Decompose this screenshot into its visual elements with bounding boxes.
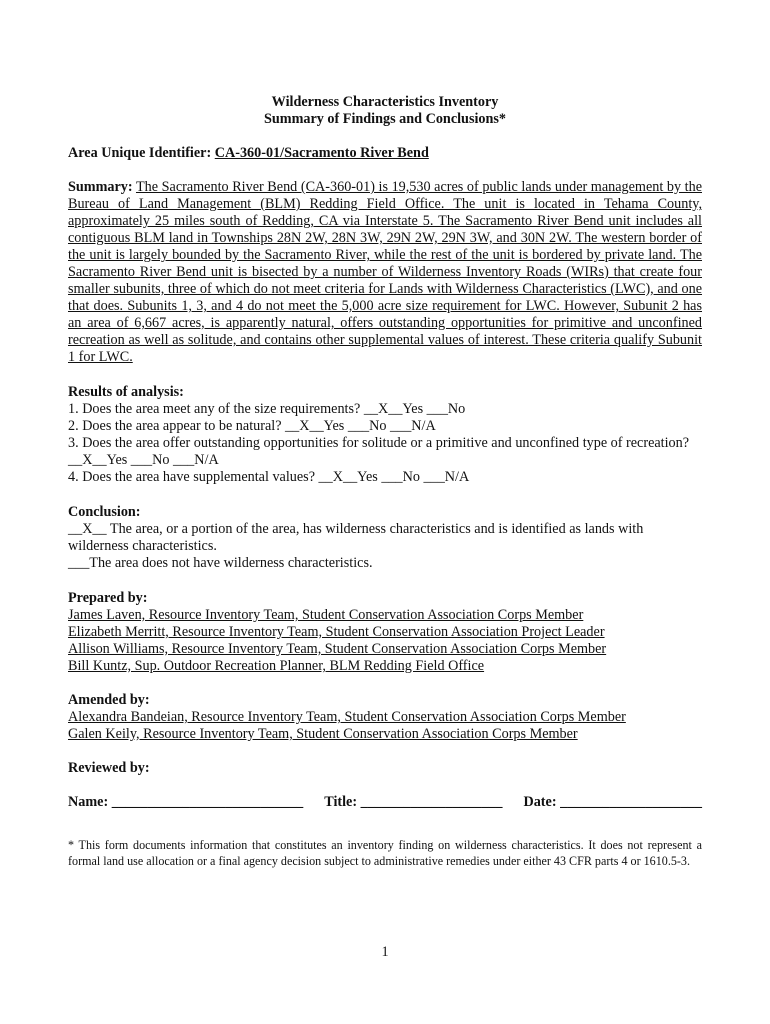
results-heading: Results of analysis:: [68, 384, 184, 400]
conclusion-option-yes-cont: wilderness characteristics.: [68, 538, 217, 554]
amended-section: [68, 692, 702, 743]
summary-paragraph: [68, 179, 702, 366]
identifier-value: CA-360-01/Sacramento River Bend: [214, 145, 429, 161]
conclusion-heading: Conclusion:: [68, 504, 141, 520]
amended-heading: Amended by:: [68, 692, 150, 708]
document-title: [0, 94, 770, 128]
conclusion-section: [68, 504, 702, 572]
question-3: 3. Does the area offer outstanding opportunities for solitude or a primitive and unconfined type of recreation?: [68, 435, 690, 451]
question-3-answer: __X__Yes ___No ___N/A: [68, 452, 219, 468]
preparer-name: Allison Williams, Resource Inventory Team, Student Conservation Association Corps Member: [68, 641, 607, 657]
reviewed-heading: Reviewed by:: [68, 760, 150, 776]
prepared-section: [68, 590, 702, 675]
page-number: 1: [381, 944, 389, 960]
name-field: Name: ___________________________: [68, 794, 304, 810]
title-line-2: Summary of Findings and Conclusions*: [263, 111, 507, 127]
conclusion-option-no: ___The area does not have wilderness characteristics.: [68, 555, 373, 571]
signature-line: [68, 794, 702, 811]
question-1: 1. Does the area meet any of the size requirements? __X__Yes ___No: [68, 401, 466, 417]
title-field: Title: ____________________: [324, 794, 503, 810]
summary-label: Summary:: [68, 179, 133, 195]
results-section: [68, 384, 702, 486]
preparer-name: Elizabeth Merritt, Resource Inventory Team, Student Conservation Association Project Leader: [68, 624, 605, 640]
title-line-1: Wilderness Characteristics Inventory: [271, 94, 499, 110]
date-field: Date: ____________________: [523, 794, 702, 810]
question-4: 4. Does the area have supplemental values? __X__Yes ___No ___N/A: [68, 469, 470, 485]
conclusion-option-yes: __X__ The area, or a portion of the area, has wilderness characteristics and is identified as lands with: [68, 521, 644, 537]
question-2: 2. Does the area appear to be natural? __X__Yes ___No ___N/A: [68, 418, 436, 434]
identifier-label: Area Unique Identifier:: [68, 145, 212, 161]
prepared-heading: Prepared by:: [68, 590, 148, 606]
footnote: * This form documents information that constitutes an inventory finding on wilderness characteristics. It does not represent a formal land use allocation or a final agency decision subject to administrative remedies under either 43 CFR parts 4 or 1610.5-3.: [68, 838, 702, 868]
summary-text: The Sacramento River Bend (CA-360-01) is 19,530 acres of public lands under management by the Bureau of Land Management (BLM) Redding Field Office. The unit is located in Tehama County, approximately 25 miles south of Redding, CA via Interstate 5. The Sacramento River Bend unit includes all contiguous BLM land in Townships 28N 2W, 28N 3W, 29N 2W, 29N 3W, and 30N 2W. The western border of the unit is largely bounded by the Sacramento River, while the rest of the unit is bordered by private land. The Sacramento River Bend unit is bisected by a number of Wilderness Inventory Roads (WIRs) that create four smaller subunits, three of which do not meet criteria for Lands with Wilderness Characteristics (LWC), and one that does. Subunits 1, 3, and 4 do not meet the 5,000 acre size requirement for LWC. However, Subunit 2 has an area of 6,667 acres, is apparently natural, offers outstanding opportunities for primitive and unconfined recreation as well as solitude, and contains other supplemental values of interest. These criteria qualify Subunit 1 for LWC.: [68, 179, 702, 365]
preparer-name: Bill Kuntz, Sup. Outdoor Recreation Planner, BLM Redding Field Office: [68, 658, 485, 674]
area-identifier: [68, 145, 702, 162]
amender-name: Galen Keily, Resource Inventory Team, Student Conservation Association Corps Member: [68, 726, 578, 742]
preparer-name: James Laven, Resource Inventory Team, Student Conservation Association Corps Member: [68, 607, 584, 623]
amender-name: Alexandra Bandeian, Resource Inventory Team, Student Conservation Association Corps Member: [68, 709, 626, 725]
